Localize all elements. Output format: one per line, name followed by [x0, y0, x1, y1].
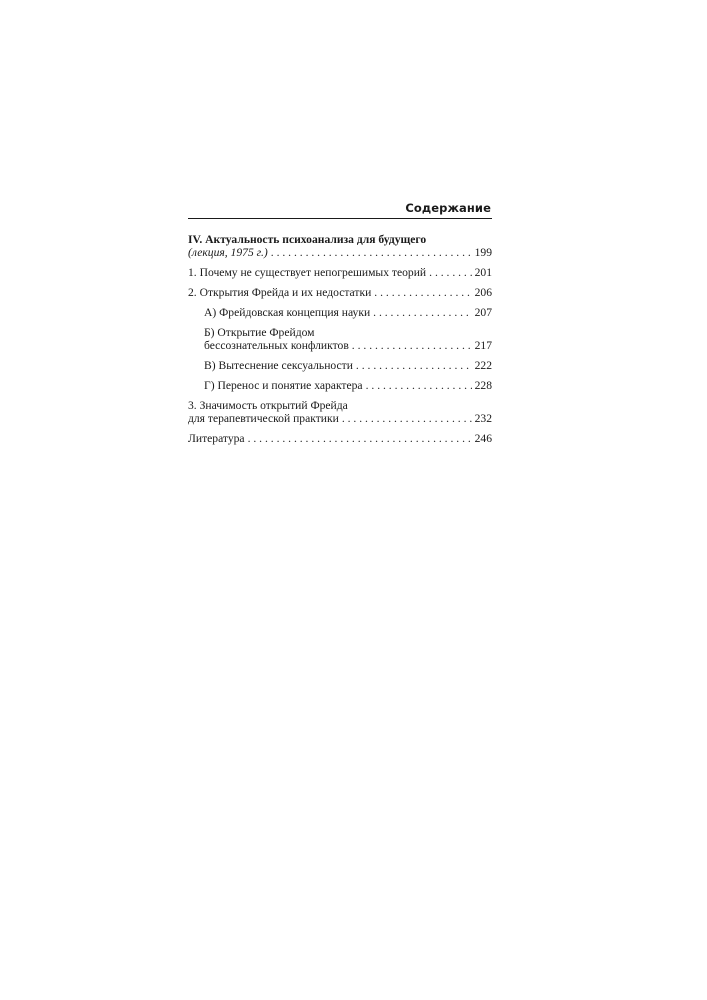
toc-entry-title-continued: для терапевтической практики	[188, 412, 339, 425]
toc-page-number: 222	[474, 359, 492, 372]
toc-entry-section-g[interactable]	[188, 379, 492, 392]
table-of-contents	[188, 233, 492, 452]
toc-page-number: 207	[474, 306, 492, 319]
toc-entry-subtitle: (лекция, 1975 г.)	[188, 246, 268, 259]
toc-entry-title: Г) Перенос и понятие характера	[204, 379, 363, 392]
toc-entry-part-iv[interactable]	[188, 233, 492, 259]
toc-entry-chapter-1[interactable]	[188, 266, 492, 279]
toc-entry-title: А) Фрейдовская концепция науки	[204, 306, 371, 319]
dot-leader	[248, 432, 472, 445]
toc-page-number: 201	[474, 266, 492, 279]
toc-page-number: 206	[474, 286, 492, 299]
dot-leader	[271, 246, 472, 259]
toc-entry-chapter-3[interactable]	[188, 399, 492, 425]
toc-entry-bibliography[interactable]	[188, 432, 492, 445]
dot-leader	[374, 286, 471, 299]
toc-entry-title: 2. Открытия Фрейда и их недостатки	[188, 286, 372, 299]
toc-entry-section-b[interactable]	[188, 326, 492, 352]
dot-leader	[352, 339, 472, 352]
dot-leader	[373, 306, 471, 319]
toc-entry-title: В) Вытеснение сексуальности	[204, 359, 353, 372]
dot-leader	[429, 266, 471, 279]
toc-page-number: 199	[474, 246, 492, 259]
toc-entry-title: 1. Почему не существует непогрешимых теорий	[188, 266, 427, 279]
toc-page-number: 232	[474, 412, 492, 425]
toc-page-number: 246	[474, 432, 492, 445]
toc-page-number: 228	[474, 379, 492, 392]
toc-entry-title: 3. Значимость открытий Фрейда	[188, 399, 348, 412]
running-header	[188, 200, 492, 219]
toc-entry-section-v[interactable]	[188, 359, 492, 372]
toc-page-number: 217	[474, 339, 492, 352]
toc-entry-title-continued: бессознательных конфликтов	[204, 339, 349, 352]
dot-leader	[366, 379, 472, 392]
dot-leader	[356, 359, 472, 372]
toc-entry-title: Литература	[188, 432, 245, 445]
dot-leader	[342, 412, 472, 425]
toc-entry-title: Б) Открытие Фрейдом	[204, 326, 315, 339]
toc-entry-chapter-2[interactable]	[188, 286, 492, 299]
page-title: Содержание	[405, 201, 491, 215]
toc-entry-section-a[interactable]	[188, 306, 492, 319]
toc-entry-title: IV. Актуальность психоанализа для будущего	[188, 233, 427, 246]
